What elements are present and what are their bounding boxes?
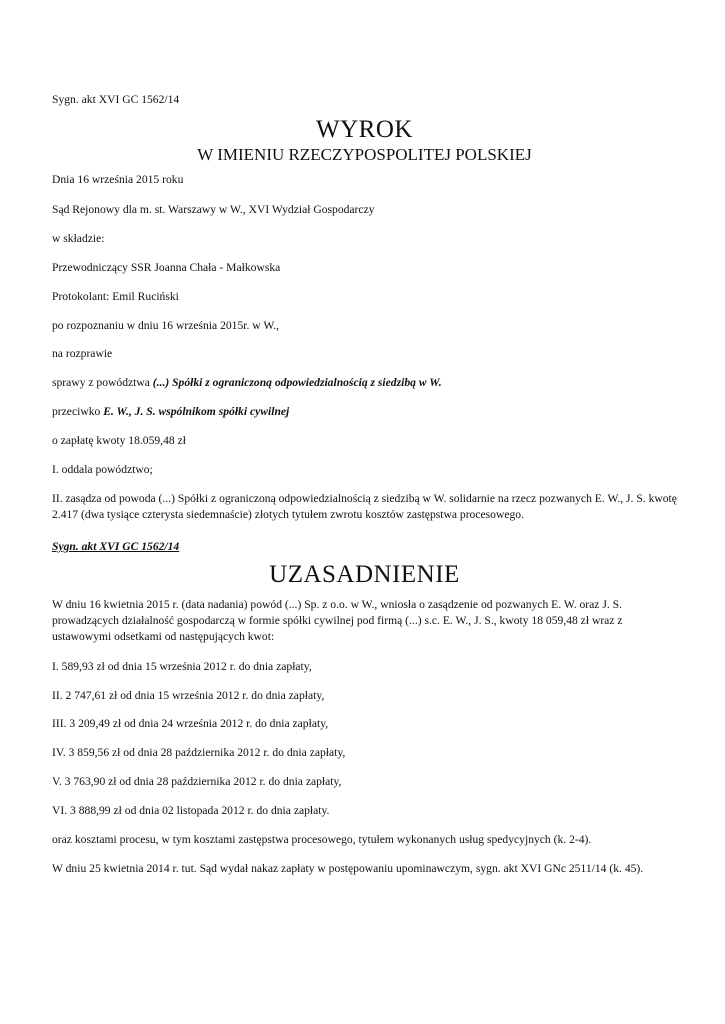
plaintiff-name: (...) Spółki z ograniczoną odpowiedzialnością z siedzibą w W. xyxy=(152,376,442,389)
hearing-info: po rozpoznaniu w dniu 16 września 2015r. w W., xyxy=(52,319,280,332)
court-clerk: Protokolant: Emil Ruciński xyxy=(52,290,179,303)
amount-item: III. 3 209,49 zł od dnia 24 września 2012 r. do dnia zapłaty, xyxy=(52,717,329,730)
composition-label: w składzie: xyxy=(52,232,105,245)
against-prefix: przeciwko xyxy=(52,405,104,418)
judgment-date: Dnia 16 września 2015 roku xyxy=(52,173,184,186)
defendants-line xyxy=(52,404,677,420)
amount-item: I. 589,93 zł od dnia 15 września 2012 r. do dnia zapłaty, xyxy=(52,660,312,673)
case-signature: Sygn. akt XVI GC 1562/14 xyxy=(52,93,180,106)
presiding-judge: Przewodniczący SSR Joanna Chała - Małkowska xyxy=(52,261,281,274)
justification-signature: Sygn. akt XVI GC 1562/14 xyxy=(52,540,180,553)
ruling-item-1: I. oddala powództwo; xyxy=(52,463,153,476)
amount-item: V. 3 763,90 zł od dnia 28 października 2012 r. do dnia zapłaty, xyxy=(52,775,342,788)
session-info: na rozprawie xyxy=(52,347,113,360)
defendants-name: E. W., J. S. wspólnikom spółki cywilnej xyxy=(103,405,290,418)
claim-amount: o zapłatę kwoty 18.059,48 zł xyxy=(52,434,186,447)
justification-intro: W dniu 16 kwietnia 2015 r. (data nadania) powód (...) Sp. z o.o. w W., wniosła o zasądzenie od pozwanych E. W. oraz J. S. prowadzących działalność gospodarczą w formie spółki cywilnej pod firmą (...) s.c. E. W., J. S., kwoty 18 059,48 zł wraz z ustawowymi odsetkami od następujących kwot: xyxy=(52,598,623,643)
amount-item: IV. 3 859,56 zł od dnia 28 października 2012 r. do dnia zapłaty, xyxy=(52,746,346,759)
judgment-subtitle: W IMIENIU RZECZYPOSPOLITEJ POLSKIEJ xyxy=(197,145,532,164)
judgment-title: WYROK xyxy=(316,116,413,143)
ruling-item-2: II. zasądza od powoda (...) Spółki z ograniczoną odpowiedzialnością z siedzibą w W. solidarnie na rzecz pozwanych E. W., J. S. kwotę 2.417 (dwa tysiące czterysta siedemnaście) złotych tytułem zwrotu kosztów zastępstwa procesowego. xyxy=(52,492,677,521)
payment-order-paragraph: W dniu 25 kwietnia 2014 r. tut. Sąd wydał nakaz zapłaty w postępowaniu upominawczym, sygn. akt XVI GNc 2511/14 (k. 45). xyxy=(52,862,644,875)
case-prefix: sprawy z powództwa xyxy=(52,376,153,389)
court-name: Sąd Rejonowy dla m. st. Warszawy w W., XVI Wydział Gospodarczy xyxy=(52,203,375,216)
case-parties xyxy=(52,375,677,391)
justification-title: UZASADNIENIE xyxy=(269,561,460,588)
amount-item: II. 2 747,61 zł od dnia 15 września 2012 r. do dnia zapłaty, xyxy=(52,689,325,702)
amount-item: VI. 3 888,99 zł od dnia 02 listopada 2012 r. do dnia zapłaty. xyxy=(52,804,330,817)
costs-paragraph: oraz kosztami procesu, w tym kosztami zastępstwa procesowego, tytułem wykonanych usług spedycyjnych (k. 2-4). xyxy=(52,833,592,846)
